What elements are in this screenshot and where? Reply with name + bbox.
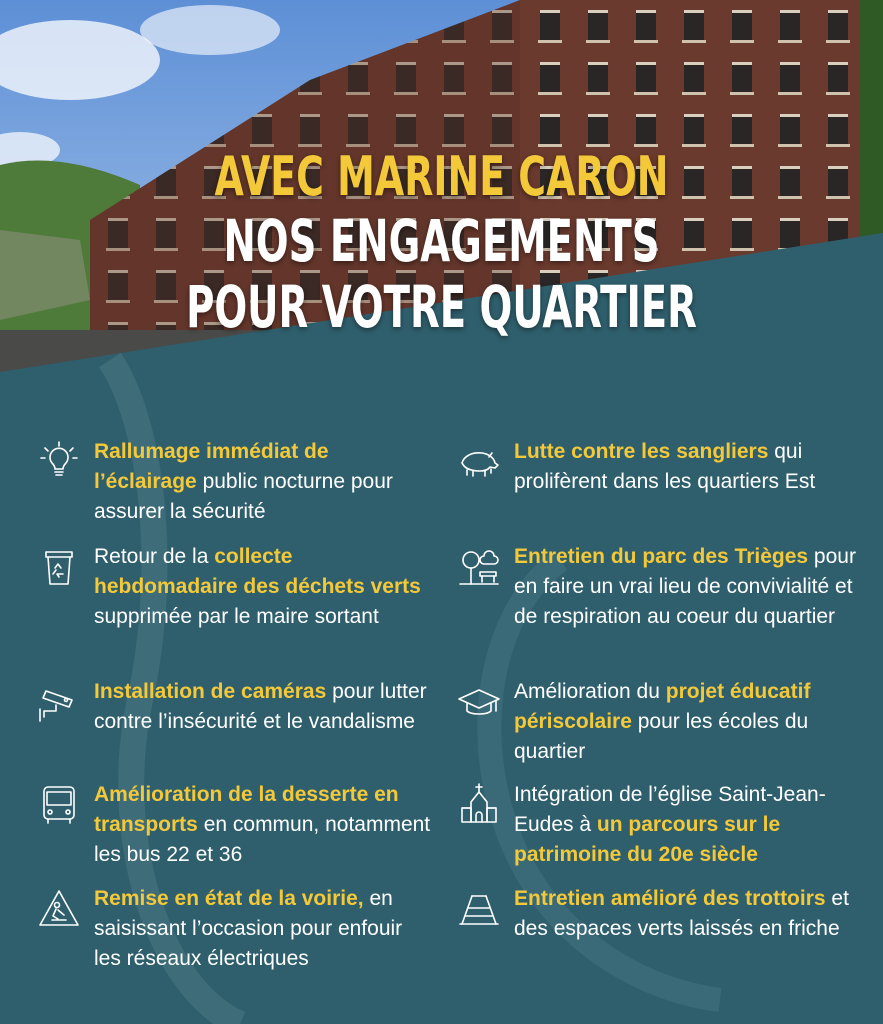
headline-line-1: AVEC MARINE CARON bbox=[214, 145, 669, 208]
headline bbox=[0, 145, 883, 341]
commitment-text bbox=[94, 677, 431, 737]
body-text: Retour de la bbox=[94, 545, 215, 568]
body-text: qui prolifèrent dans les quartiers Est bbox=[514, 440, 816, 493]
left-commitment-3 bbox=[36, 677, 431, 737]
bus-icon bbox=[36, 782, 82, 828]
body-text: en saisissant l’occasion pour enfouir les réseaux électriques bbox=[94, 887, 403, 970]
body-text: pour les écoles du quartier bbox=[514, 710, 809, 763]
left-commitment-5 bbox=[36, 884, 431, 974]
park-icon bbox=[456, 544, 502, 590]
recycle-bin-icon bbox=[36, 544, 82, 590]
body-text: en commun, notamment les bus 22 et 36 bbox=[94, 813, 431, 866]
body-text: public nocturne pour assurer la sécurité bbox=[94, 470, 393, 523]
body-text: Amélioration du bbox=[514, 680, 666, 703]
right-commitment-5 bbox=[456, 884, 866, 944]
highlighted-text: Lutte contre les sangliers bbox=[514, 440, 769, 463]
body-text: pour en faire un vrai lieu de convivialité et de respiration au coeur du quartier bbox=[514, 545, 856, 628]
highlighted-text: Installation de caméras bbox=[94, 680, 327, 703]
commitment-text bbox=[94, 780, 431, 870]
commitment-text bbox=[514, 437, 866, 497]
left-commitment-2 bbox=[36, 542, 431, 632]
boar-icon bbox=[456, 439, 502, 485]
highlighted-text: collecte hebdomadaire des déchets verts bbox=[94, 545, 421, 598]
commitment-text bbox=[94, 884, 431, 974]
sidewalk-icon bbox=[456, 886, 502, 932]
commitment-text bbox=[94, 542, 431, 632]
body-text: et des espaces verts laissés en friche bbox=[514, 887, 849, 940]
commitment-text bbox=[514, 780, 866, 870]
highlighted-text: Amélioration de la desserte en transports bbox=[94, 783, 399, 836]
highlighted-text: Entretien amélioré des trottoirs bbox=[514, 887, 826, 910]
commitment-text bbox=[514, 542, 866, 632]
right-commitment-1 bbox=[456, 437, 866, 497]
right-commitment-3 bbox=[456, 677, 866, 767]
roadwork-sign-icon bbox=[36, 886, 82, 932]
left-commitment-1 bbox=[36, 437, 431, 527]
commitment-text bbox=[514, 677, 866, 767]
church-icon bbox=[456, 782, 502, 828]
commitment-text bbox=[94, 437, 431, 527]
left-commitment-4 bbox=[36, 780, 431, 870]
right-commitment-2 bbox=[456, 542, 866, 632]
body-text: Intégration de l’église Saint-Jean-Eudes à bbox=[514, 783, 826, 836]
headline-line-2: NOS ENGAGEMENTS bbox=[223, 207, 660, 275]
highlighted-text: projet éducatif périscolaire bbox=[514, 680, 811, 733]
lightbulb-icon bbox=[36, 439, 82, 485]
highlighted-text: Remise en état de la voirie, bbox=[94, 887, 364, 910]
body-text: pour lutter contre l’insécurité et le vandalisme bbox=[94, 680, 427, 733]
security-camera-icon bbox=[36, 679, 82, 725]
commitment-text bbox=[514, 884, 866, 944]
body-text: supprimée par le maire sortant bbox=[94, 605, 379, 628]
graduation-cap-icon bbox=[456, 679, 502, 725]
highlighted-text: Entretien du parc des Trièges bbox=[514, 545, 809, 568]
right-commitment-4 bbox=[456, 780, 866, 870]
highlighted-text: Rallumage immédiat de l’éclairage bbox=[94, 440, 329, 493]
headline-line-3: POUR VOTRE QUARTIER bbox=[186, 273, 697, 341]
highlighted-text: un parcours sur le patrimoine du 20e siècle bbox=[514, 813, 781, 866]
